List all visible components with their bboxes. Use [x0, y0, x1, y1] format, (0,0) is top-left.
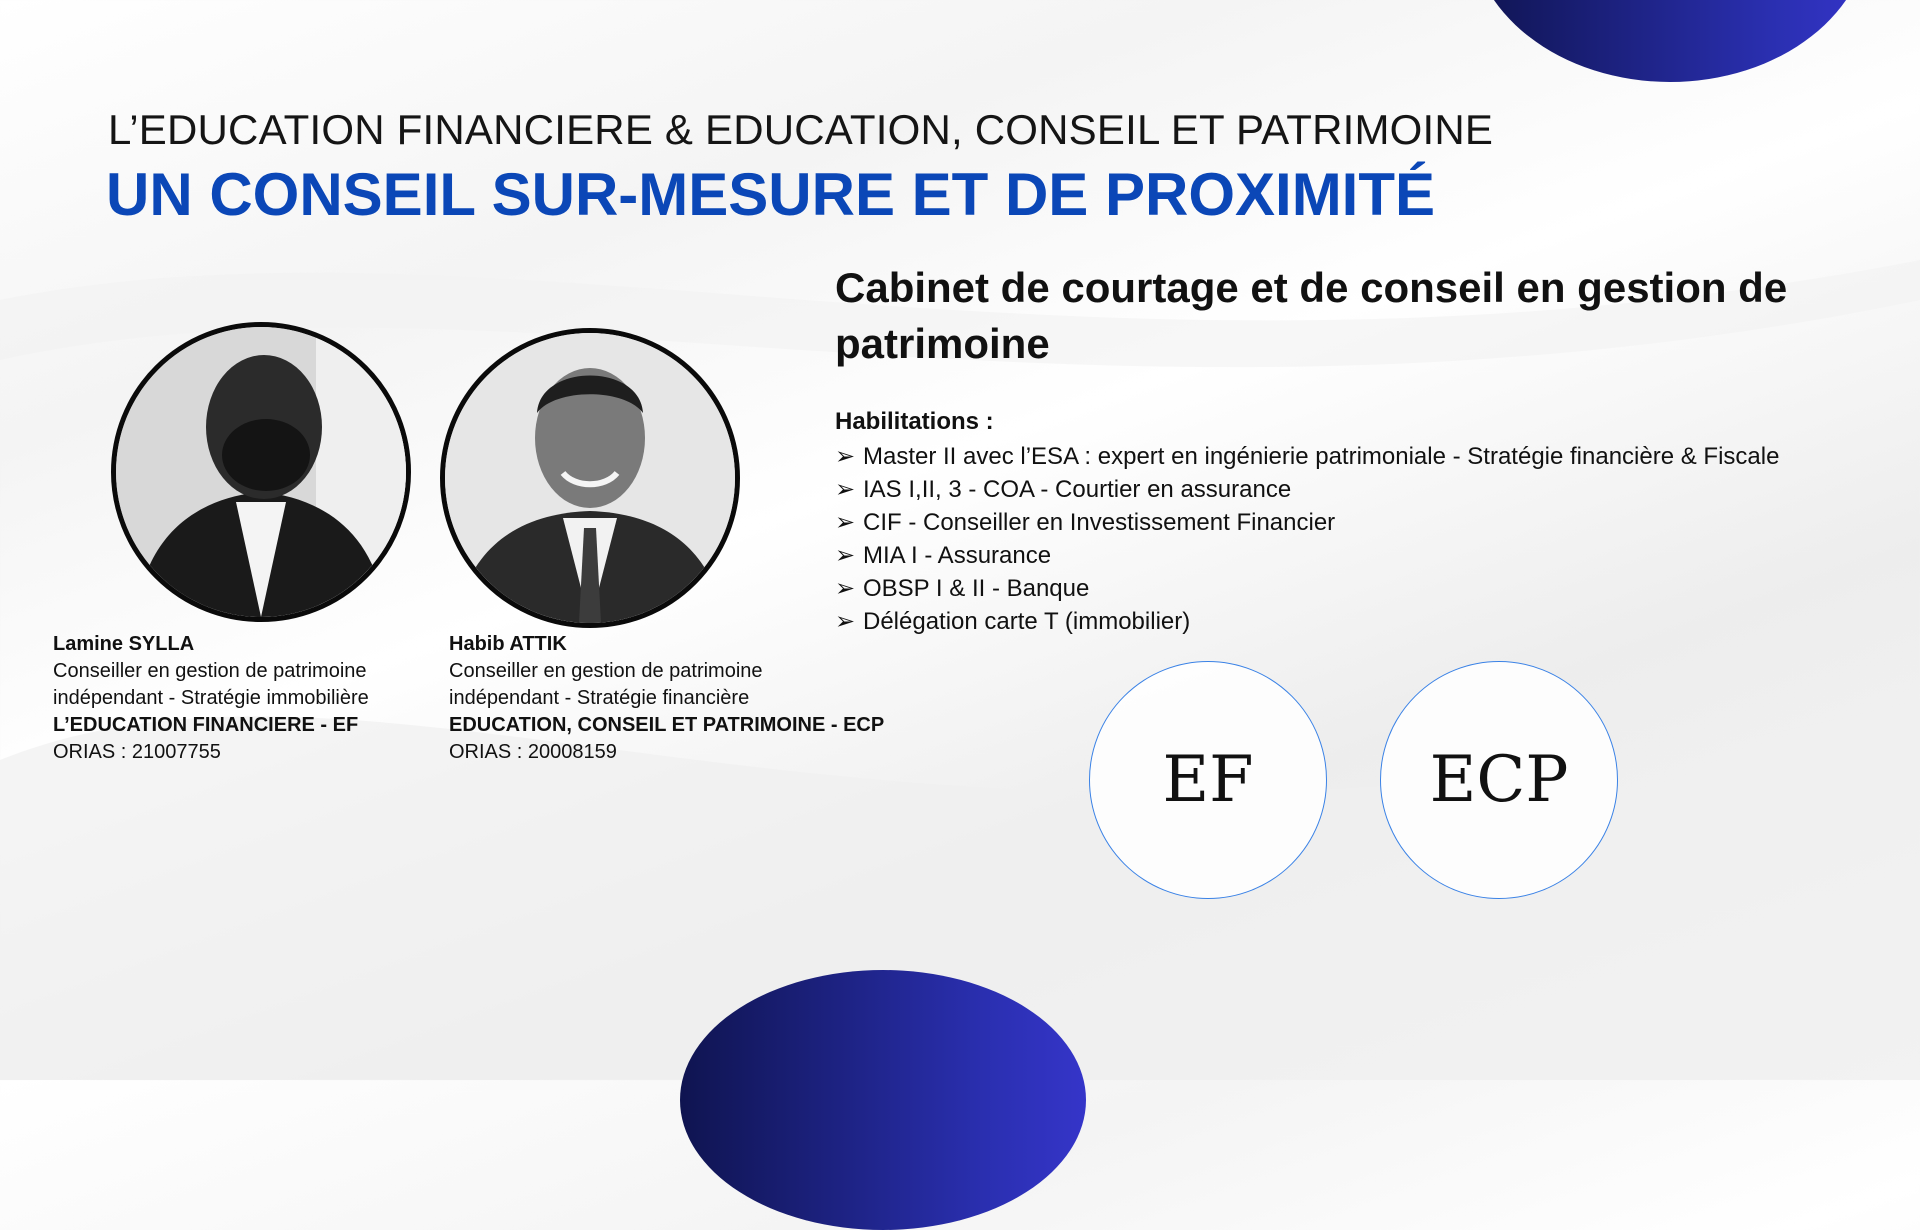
person-silhouette-icon	[116, 327, 406, 617]
advisor-card-habib	[449, 631, 884, 766]
arrowhead-bullet-icon: ➢	[835, 509, 856, 536]
habilitation-text: IAS I,II, 3 - COA - Courtier en assurance	[863, 476, 1292, 503]
habilitation-text: CIF - Conseiller en Investissement Financier	[863, 509, 1336, 536]
advisor-name: Habib ATTIK	[449, 633, 567, 655]
habilitation-text: Master II avec l’ESA : expert en ingénierie patrimoniale - Stratégie financière & Fiscale	[863, 443, 1780, 470]
advisor-company: L’EDUCATION FINANCIERE - EF	[53, 714, 359, 736]
advisor-role: indépendant - Stratégie financière	[449, 687, 750, 709]
page-subtitle: L’EDUCATION FINANCIERE & EDUCATION, CONSEIL ET PATRIMOINE	[108, 106, 1494, 153]
advisor-role: indépendant - Stratégie immobilière	[53, 687, 369, 709]
advisor-orias: ORIAS : 21007755	[53, 741, 221, 763]
advisor-company: EDUCATION, CONSEIL ET PATRIMOINE - ECP	[449, 714, 885, 736]
advisor-role: Conseiller en gestion de patrimoine	[449, 660, 763, 682]
habilitation-text: MIA I - Assurance	[863, 542, 1052, 569]
habilitations-label: Habilitations :	[835, 408, 994, 435]
arrowhead-bullet-icon: ➢	[835, 476, 856, 503]
person-silhouette-icon	[445, 333, 735, 623]
list-item	[835, 506, 1779, 539]
portrait-photo-lamine	[111, 322, 411, 622]
list-item	[835, 440, 1779, 473]
logo-ecp: ECP	[1380, 661, 1618, 899]
cabinet-heading: Cabinet de courtage et de conseil en gestion de patrimoine	[835, 264, 1788, 367]
habilitation-text: Délégation carte T (immobilier)	[863, 608, 1191, 635]
arrowhead-bullet-icon: ➢	[835, 575, 856, 602]
list-item	[835, 572, 1779, 605]
advisor-card-lamine	[53, 631, 369, 766]
logo-ef: EF	[1089, 661, 1327, 899]
decorative-circle-bottom	[680, 970, 1086, 1230]
page-title: UN CONSEIL SUR-MESURE ET DE PROXIMITÉ	[106, 161, 1436, 228]
advisor-role: Conseiller en gestion de patrimoine	[53, 660, 367, 682]
list-item	[835, 473, 1779, 506]
portrait-photo-habib	[440, 328, 740, 628]
habilitations-list	[835, 440, 1779, 638]
arrowhead-bullet-icon: ➢	[835, 443, 856, 470]
arrowhead-bullet-icon: ➢	[835, 608, 856, 635]
list-item	[835, 605, 1779, 638]
advisor-name: Lamine SYLLA	[53, 633, 195, 655]
advisor-orias: ORIAS : 20008159	[449, 741, 617, 763]
habilitation-text: OBSP I & II - Banque	[863, 575, 1090, 602]
arrowhead-bullet-icon: ➢	[835, 542, 856, 569]
list-item	[835, 539, 1779, 572]
